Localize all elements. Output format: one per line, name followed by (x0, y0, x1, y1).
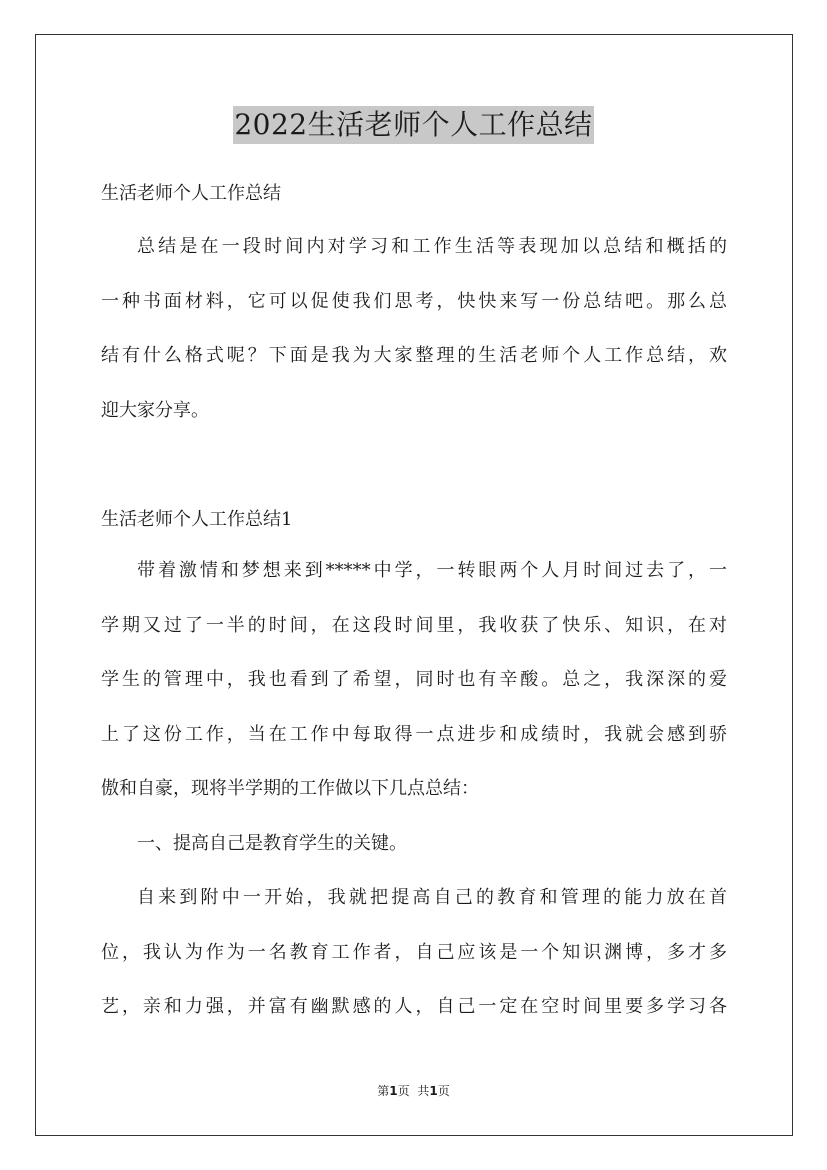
footer-page-number: 1 (389, 1084, 398, 1098)
intro-line: 结有什么格式呢？下面是我为大家整理的生活老师个人工作总结，欢 (101, 345, 727, 366)
footer-total-pages: 1 (429, 1084, 438, 1098)
intro-paragraph (101, 220, 727, 438)
section-line: 自来到附中一开始，我就把提高自己的教育和管理的能力放在首 (137, 887, 727, 908)
document-title-text: 2022生活老师个人工作总结 (233, 106, 593, 144)
page-footer (0, 1083, 827, 1099)
section-line: 位，我认为作为一名教育工作者，自己应该是一个知识渊博，多才多 (101, 941, 727, 963)
footer-total-suffix: 页 (437, 1084, 450, 1098)
section-heading: 生活老师个人工作总结1 (101, 509, 293, 530)
footer-prefix: 第 (377, 1084, 390, 1098)
footer-page-suffix: 页 (397, 1084, 410, 1098)
section-line: 艺，亲和力强，并富有幽默感的人，自己一定在空时间里要多学习各 (101, 996, 727, 1017)
document-title (0, 104, 827, 144)
intro-line: 迎大家分享。 (101, 399, 209, 421)
section-line: 带着激情和梦想来到*****中学，一转眼两个人月时间过去了，一 (137, 560, 727, 581)
footer-total-prefix: 共 (417, 1084, 430, 1098)
intro-line: 一种书面材料，它可以促使我们思考，快快来写一份总结吧。那么总 (101, 290, 727, 312)
section-body (101, 544, 727, 1035)
section-line: 学期又过了一半的时间，在这段时间里，我收获了快乐、知识，在对 (101, 614, 727, 636)
section-line: 学生的管理中，我也看到了希望，同时也有辛酸。总之，我深深的爱 (101, 669, 727, 690)
section-line: 傲和自豪，现将半学期的工作做以下几点总结： (101, 778, 479, 799)
section-point-heading: 一、提高自己是教育学生的关键。 (137, 832, 407, 854)
section-line: 上了这份工作，当在工作中每取得一点进步和成绩时，我就会感到骄 (101, 723, 727, 745)
intro-line: 总结是在一段时间内对学习和工作生活等表现加以总结和概括的 (137, 236, 727, 257)
document-subtitle: 生活老师个人工作总结 (101, 183, 281, 204)
